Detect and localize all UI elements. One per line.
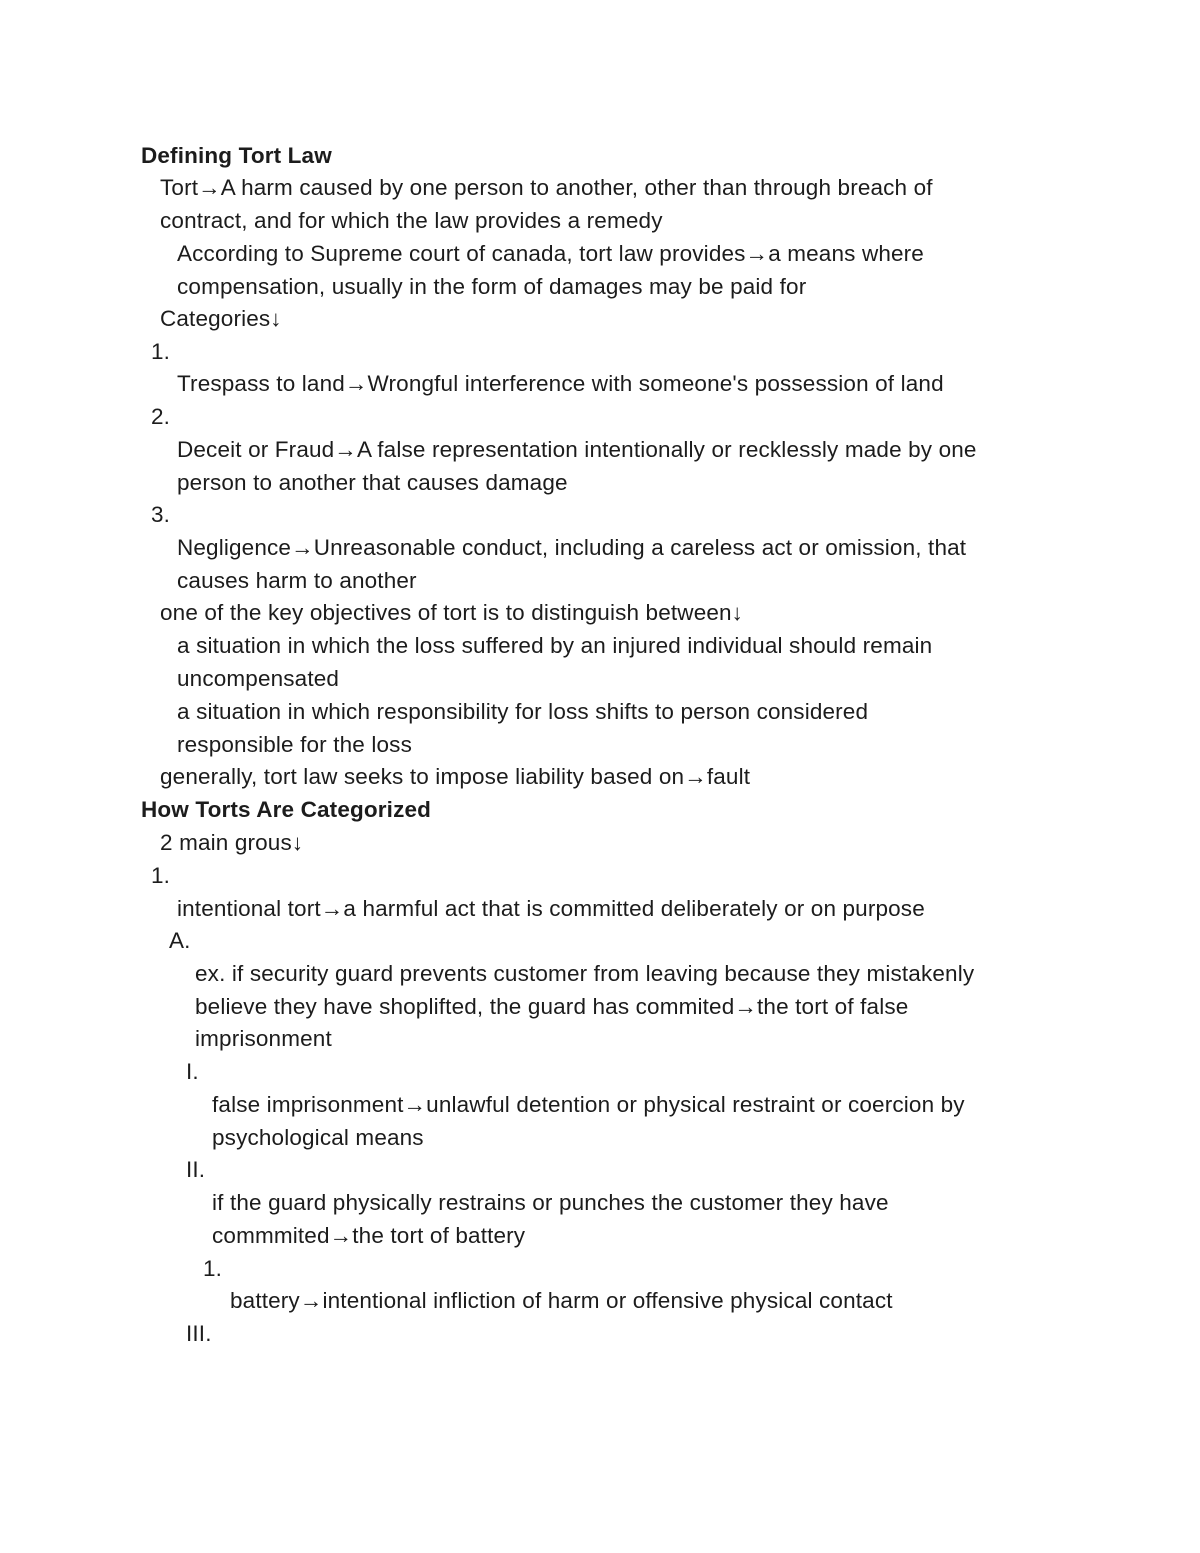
text-line: believe they have shoplifted, the guard has commited→the tort of false — [195, 994, 909, 1019]
text-line: battery→intentional infliction of harm or offensive physical contact — [230, 1288, 893, 1313]
list-marker: A. — [169, 928, 191, 953]
list-marker: 3. — [151, 502, 171, 527]
text-line: commmited→the tort of battery — [212, 1223, 526, 1248]
list-marker: 1. — [151, 863, 171, 888]
text-line: 2 main grous↓ — [160, 830, 304, 855]
section-heading-how-torts-are-categorized: How Torts Are Categorized — [141, 797, 432, 822]
text-line: if the guard physically restrains or punches the customer they have — [212, 1190, 889, 1215]
text-line: responsible for the loss — [177, 732, 412, 757]
text-line: imprisonment — [195, 1026, 332, 1051]
text-line: causes harm to another — [177, 568, 417, 593]
list-marker: 2. — [151, 404, 171, 429]
text-line: contract, and for which the law provides a remedy — [160, 208, 663, 233]
list-marker: 1. — [203, 1256, 223, 1281]
text-line: generally, tort law seeks to impose liability based on→fault — [160, 764, 751, 789]
text-line: Deceit or Fraud→A false representation intentionally or recklessly made by one — [177, 437, 977, 462]
text-line: Trespass to land→Wrongful interference with someone's possession of land — [177, 371, 944, 396]
text-line: person to another that causes damage — [177, 470, 568, 495]
text-line: one of the key objectives of tort is to distinguish between↓ — [160, 600, 744, 625]
text-line: a situation in which responsibility for loss shifts to person considered — [177, 699, 869, 724]
text-line: a situation in which the loss suffered by an injured individual should remain — [177, 633, 933, 658]
text-line: compensation, usually in the form of damages may be paid for — [177, 274, 807, 299]
list-marker: III. — [186, 1321, 212, 1346]
text-line: false imprisonment→unlawful detention or physical restraint or coercion by — [212, 1092, 965, 1117]
list-marker: I. — [186, 1059, 199, 1084]
text-line: Categories↓ — [160, 306, 282, 331]
text-line: Negligence→Unreasonable conduct, including a careless act or omission, that — [177, 535, 967, 560]
text-line: ex. if security guard prevents customer from leaving because they mistakenly — [195, 961, 975, 986]
list-marker: II. — [186, 1157, 206, 1182]
text-line: uncompensated — [177, 666, 340, 691]
text-line: According to Supreme court of canada, tort law provides→a means where — [177, 241, 924, 266]
text-line: psychological means — [212, 1125, 424, 1150]
list-marker: 1. — [151, 339, 171, 364]
text-line: intentional tort→a harmful act that is committed deliberately or on purpose — [177, 896, 925, 921]
text-line: Tort→A harm caused by one person to another, other than through breach of — [160, 175, 933, 200]
section-heading-defining-tort-law: Defining Tort Law — [141, 143, 332, 168]
